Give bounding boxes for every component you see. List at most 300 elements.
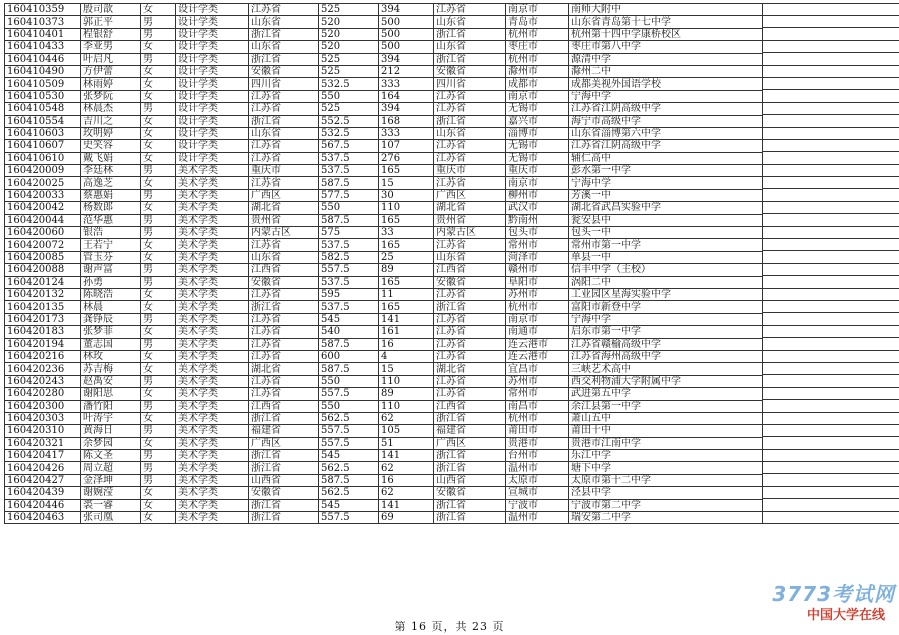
row-divider [762,188,899,189]
row-divider [762,325,899,326]
school-province-cell: 江苏省 [434,313,506,325]
row-divider [762,3,899,4]
table-row [5,189,763,201]
major-cell: 美术学类 [176,499,249,511]
student-name-cell: 林玫 [81,350,141,362]
major-cell: 设计学类 [176,127,249,139]
high-school-cell: 宁海中学 [569,313,763,325]
source-province-cell: 浙江省 [249,115,319,127]
major-cell: 设计学类 [176,65,249,77]
source-province-cell: 浙江省 [249,499,319,511]
school-city-cell: 南昌市 [506,400,569,412]
school-city-cell: 无锡市 [506,152,569,164]
school-province-cell: 湖北省 [434,202,506,214]
major-cell: 美术学类 [176,400,249,412]
school-city-cell: 杭州市 [506,412,569,424]
student-name-cell: 王若宁 [81,239,141,251]
table-row [5,78,763,90]
gender-cell: 女 [141,412,176,424]
gender-cell: 女 [141,363,176,375]
school-province-cell: 江苏省 [434,388,506,400]
student-name-cell: 裘一睿 [81,499,141,511]
student-name-cell: 谢婉滢 [81,487,141,499]
student-name-cell: 黄海日 [81,425,141,437]
rank-cell: 500 [379,16,434,28]
high-school-cell: 余江县第一中学 [569,400,763,412]
rank-cell: 168 [379,115,434,127]
rank-cell: 105 [379,425,434,437]
high-school-cell: 宁海中学 [569,177,763,189]
row-divider [762,486,899,487]
rank-cell: 25 [379,251,434,263]
table-row [5,276,763,288]
table-row [5,388,763,400]
score-cell: 557.5 [319,388,379,400]
score-cell: 545 [319,499,379,511]
row-divider [762,27,899,28]
score-cell: 525 [319,103,379,115]
high-school-cell: 萧山五中 [569,412,763,424]
exam-id-cell: 160420124 [5,276,81,288]
source-province-cell: 湖北省 [249,202,319,214]
score-cell: 567.5 [319,140,379,152]
exam-id-cell: 160420446 [5,499,81,511]
admission-table [4,3,763,524]
table-row [5,350,763,362]
gender-cell: 女 [141,437,176,449]
school-province-cell: 贵州省 [434,214,506,226]
source-province-cell: 江西省 [249,400,319,412]
gender-cell: 男 [141,450,176,462]
school-city-cell: 青岛市 [506,16,569,28]
score-cell: 582.5 [319,251,379,263]
high-school-cell: 工业园区星海实验中学 [569,288,763,300]
table-row [5,115,763,127]
source-province-cell: 浙江省 [249,53,319,65]
exam-id-cell: 160420463 [5,512,81,524]
school-city-cell: 太原市 [506,474,569,486]
gender-cell: 男 [141,189,176,201]
exam-id-cell: 160420300 [5,400,81,412]
score-cell: 552.5 [319,115,379,127]
source-province-cell: 山东省 [249,41,319,53]
gender-cell: 女 [141,202,176,214]
exam-id-cell: 160410554 [5,115,81,127]
exam-id-cell: 160420088 [5,264,81,276]
high-school-cell: 宁海中学 [569,90,763,102]
rank-cell: 16 [379,338,434,350]
gender-cell: 女 [141,288,176,300]
school-province-cell: 浙江省 [434,28,506,40]
major-cell: 美术学类 [176,177,249,189]
exam-id-cell: 160420173 [5,313,81,325]
gender-cell: 男 [141,338,176,350]
student-name-cell: 范华惠 [81,214,141,226]
high-school-cell: 瑞安第二中学 [569,512,763,524]
major-cell: 美术学类 [176,425,249,437]
score-cell: 537.5 [319,165,379,177]
table-row [5,103,763,115]
school-province-cell: 江苏省 [434,375,506,387]
exam-id-cell: 160420009 [5,165,81,177]
rank-cell: 4 [379,350,434,362]
row-divider [762,40,899,41]
gender-cell: 男 [141,375,176,387]
student-name-cell: 杨数郎 [81,202,141,214]
student-name-cell: 银浩 [81,227,141,239]
major-cell: 美术学类 [176,326,249,338]
exam-id-cell: 160420310 [5,425,81,437]
row-divider [762,151,899,152]
school-province-cell: 山东省 [434,127,506,139]
major-cell: 美术学类 [176,227,249,239]
student-name-cell: 赵禹安 [81,375,141,387]
row-divider [762,461,899,462]
exam-id-cell: 160420243 [5,375,81,387]
gender-cell: 男 [141,103,176,115]
exam-id-cell: 160420417 [5,450,81,462]
source-province-cell: 江苏省 [249,239,319,251]
school-city-cell: 柳州市 [506,189,569,201]
table-row [5,512,763,524]
score-cell: 587.5 [319,474,379,486]
row-divider [762,65,899,66]
row-divider [762,275,899,276]
rank-cell: 33 [379,227,434,239]
school-city-cell: 连云港市 [506,338,569,350]
source-province-cell: 江苏省 [249,140,319,152]
school-city-cell: 武汉市 [506,202,569,214]
major-cell: 设计学类 [176,28,249,40]
exam-id-cell: 160410373 [5,16,81,28]
row-divider [762,52,899,53]
high-school-cell: 芳溪一中 [569,189,763,201]
student-name-cell: 蔡惠娟 [81,189,141,201]
table-row [5,239,763,251]
gender-cell: 男 [141,400,176,412]
major-cell: 美术学类 [176,450,249,462]
exam-id-cell: 160420044 [5,214,81,226]
school-city-cell: 连云港市 [506,350,569,362]
table-row [5,288,763,300]
source-province-cell: 江苏省 [249,103,319,115]
exam-id-cell: 160410433 [5,41,81,53]
row-divider [762,114,899,115]
rank-cell: 15 [379,363,434,375]
major-cell: 美术学类 [176,462,249,474]
major-cell: 美术学类 [176,301,249,313]
school-province-cell: 湖北省 [434,363,506,375]
school-province-cell: 山东省 [434,251,506,263]
student-name-cell: 李亚男 [81,41,141,53]
school-province-cell: 安徽省 [434,487,506,499]
school-city-cell: 滁州市 [506,65,569,77]
major-cell: 设计学类 [176,90,249,102]
table-row [5,437,763,449]
score-cell: 532.5 [319,127,379,139]
school-province-cell: 浙江省 [434,412,506,424]
major-cell: 美术学类 [176,288,249,300]
student-name-cell: 吉川之 [81,115,141,127]
school-province-cell: 江苏省 [434,152,506,164]
school-province-cell: 江苏省 [434,350,506,362]
school-province-cell: 江苏省 [434,288,506,300]
exam-id-cell: 160410446 [5,53,81,65]
school-city-cell: 温州市 [506,512,569,524]
high-school-cell: 山东省淄博第六中学 [569,127,763,139]
school-province-cell: 江苏省 [434,90,506,102]
high-school-cell: 包头一中 [569,227,763,239]
high-school-cell: 塘下中学 [569,462,763,474]
major-cell: 设计学类 [176,140,249,152]
exam-id-cell: 160420025 [5,177,81,189]
rank-cell: 394 [379,4,434,16]
score-cell: 520 [319,41,379,53]
school-city-cell: 杭州市 [506,28,569,40]
student-name-cell: 史笑容 [81,140,141,152]
row-divider [762,127,899,128]
school-city-cell: 南京市 [506,90,569,102]
exam-id-cell: 160420033 [5,189,81,201]
gender-cell: 女 [141,388,176,400]
school-province-cell: 浙江省 [434,462,506,474]
school-city-cell: 成都市 [506,78,569,90]
exam-id-cell: 160420426 [5,462,81,474]
high-school-cell: 江苏省江阴高级中学 [569,140,763,152]
major-cell: 美术学类 [176,264,249,276]
school-city-cell: 无锡市 [506,140,569,152]
table-row [5,412,763,424]
gender-cell: 女 [141,350,176,362]
rank-cell: 394 [379,103,434,115]
major-cell: 设计学类 [176,4,249,16]
rank-cell: 165 [379,165,434,177]
student-name-cell: 谢声富 [81,264,141,276]
source-province-cell: 安徽省 [249,276,319,288]
table-row [5,363,763,375]
score-cell: 540 [319,326,379,338]
source-province-cell: 江西省 [249,264,319,276]
score-cell: 550 [319,375,379,387]
rank-cell: 165 [379,214,434,226]
rank-cell: 110 [379,400,434,412]
rank-cell: 16 [379,474,434,486]
exam-id-cell: 160410490 [5,65,81,77]
student-name-cell: 张梦阮 [81,90,141,102]
rank-cell: 62 [379,462,434,474]
table-row [5,16,763,28]
score-cell: 520 [319,28,379,40]
gender-cell: 女 [141,140,176,152]
exam-id-cell: 160420194 [5,338,81,350]
student-name-cell: 苏吉梅 [81,363,141,375]
school-province-cell: 浙江省 [434,115,506,127]
source-province-cell: 山东省 [249,16,319,28]
gender-cell: 男 [141,462,176,474]
student-name-cell: 张司凰 [81,512,141,524]
score-cell: 550 [319,202,379,214]
exam-id-cell: 160420280 [5,388,81,400]
table-row [5,214,763,226]
score-cell: 557.5 [319,512,379,524]
gender-cell: 女 [141,90,176,102]
row-divider [762,176,899,177]
rank-cell: 500 [379,28,434,40]
school-city-cell: 无锡市 [506,103,569,115]
school-city-cell: 重庆市 [506,165,569,177]
score-cell: 537.5 [319,152,379,164]
major-cell: 美术学类 [176,239,249,251]
high-school-cell: 贵港市江南中学 [569,437,763,449]
source-province-cell: 江苏省 [249,313,319,325]
table-row [5,165,763,177]
school-city-cell: 杭州市 [506,53,569,65]
exam-id-cell: 160420439 [5,487,81,499]
source-province-cell: 江苏省 [249,375,319,387]
high-school-cell: 三峡艺术高中 [569,363,763,375]
exam-id-cell: 160420085 [5,251,81,263]
exam-id-cell: 160410548 [5,103,81,115]
gender-cell: 女 [141,487,176,499]
gender-cell: 女 [141,41,176,53]
row-divider [762,399,899,400]
score-cell: 537.5 [319,239,379,251]
school-province-cell: 浙江省 [434,301,506,313]
source-province-cell: 浙江省 [249,301,319,313]
exam-id-cell: 160410610 [5,152,81,164]
score-cell: 525 [319,65,379,77]
row-divider [762,89,899,90]
school-city-cell: 台州市 [506,450,569,462]
school-city-cell: 宣城市 [506,487,569,499]
school-city-cell: 黔南州 [506,214,569,226]
high-school-cell: 涡阳二中 [569,276,763,288]
student-name-cell: 方伊蕾 [81,65,141,77]
gender-cell: 男 [141,214,176,226]
major-cell: 设计学类 [176,152,249,164]
source-province-cell: 江苏省 [249,4,319,16]
source-province-cell: 山东省 [249,251,319,263]
score-cell: 587.5 [319,177,379,189]
school-province-cell: 山东省 [434,41,506,53]
school-city-cell: 莆田市 [506,425,569,437]
high-school-cell: 滁州二中 [569,65,763,77]
source-province-cell: 江苏省 [249,326,319,338]
score-cell: 550 [319,400,379,412]
gender-cell: 男 [141,276,176,288]
gender-cell: 女 [141,65,176,77]
high-school-cell: 莆田十中 [569,425,763,437]
rank-cell: 110 [379,202,434,214]
score-cell: 537.5 [319,301,379,313]
high-school-cell: 太原市第十二中学 [569,474,763,486]
score-cell: 557.5 [319,437,379,449]
table-row [5,251,763,263]
school-province-cell: 江西省 [434,400,506,412]
gender-cell: 女 [141,127,176,139]
table-row [5,474,763,486]
major-cell: 美术学类 [176,202,249,214]
school-city-cell: 淄博市 [506,127,569,139]
rank-cell: 141 [379,313,434,325]
student-name-cell: 高逸芝 [81,177,141,189]
score-cell: 550 [319,90,379,102]
row-divider [762,288,899,289]
source-province-cell: 福建省 [249,425,319,437]
major-cell: 美术学类 [176,512,249,524]
source-province-cell: 安徽省 [249,65,319,77]
school-province-cell: 浙江省 [434,499,506,511]
gender-cell: 男 [141,264,176,276]
row-divider [762,449,899,450]
table-row [5,28,763,40]
score-cell: 587.5 [319,338,379,350]
school-province-cell: 江苏省 [434,338,506,350]
source-province-cell: 重庆市 [249,165,319,177]
rank-cell: 62 [379,412,434,424]
student-name-cell: 郭正平 [81,16,141,28]
rank-cell: 165 [379,239,434,251]
high-school-cell: 宁波市第二中学 [569,499,763,511]
row-divider [762,263,899,264]
school-city-cell: 温州市 [506,462,569,474]
major-cell: 美术学类 [176,251,249,263]
rank-cell: 11 [379,288,434,300]
major-cell: 美术学类 [176,338,249,350]
rank-cell: 110 [379,375,434,387]
gender-cell: 男 [141,16,176,28]
major-cell: 美术学类 [176,412,249,424]
school-city-cell: 南京市 [506,313,569,325]
gender-cell: 男 [141,165,176,177]
exam-id-cell: 160410607 [5,140,81,152]
school-province-cell: 四川省 [434,78,506,90]
gender-cell: 女 [141,512,176,524]
school-province-cell: 江苏省 [434,326,506,338]
exam-id-cell: 160420216 [5,350,81,362]
exam-id-cell: 160420427 [5,474,81,486]
table-row [5,301,763,313]
rank-cell: 69 [379,512,434,524]
table-row [5,90,763,102]
high-school-cell: 泾县中学 [569,487,763,499]
table-row [5,227,763,239]
student-name-cell: 谢阳思 [81,388,141,400]
high-school-cell: 西交利物浦大学附属中学 [569,375,763,387]
major-cell: 美术学类 [176,437,249,449]
rank-cell: 276 [379,152,434,164]
gender-cell: 男 [141,227,176,239]
gender-cell: 女 [141,152,176,164]
school-city-cell: 常州市 [506,388,569,400]
school-city-cell: 苏州市 [506,375,569,387]
school-province-cell: 江西省 [434,264,506,276]
high-school-cell: 瓮安县中 [569,214,763,226]
high-school-cell: 富阳市新登中学 [569,301,763,313]
source-province-cell: 浙江省 [249,412,319,424]
gender-cell: 女 [141,326,176,338]
source-province-cell: 江苏省 [249,350,319,362]
gender-cell: 男 [141,474,176,486]
student-name-cell: 林雨婷 [81,78,141,90]
student-name-cell: 金泽坤 [81,474,141,486]
gender-cell: 女 [141,239,176,251]
row-divider [762,250,899,251]
exam-id-cell: 160410359 [5,4,81,16]
high-school-cell: 常州市第一中学 [569,239,763,251]
gender-cell: 女 [141,251,176,263]
source-province-cell: 安徽省 [249,487,319,499]
